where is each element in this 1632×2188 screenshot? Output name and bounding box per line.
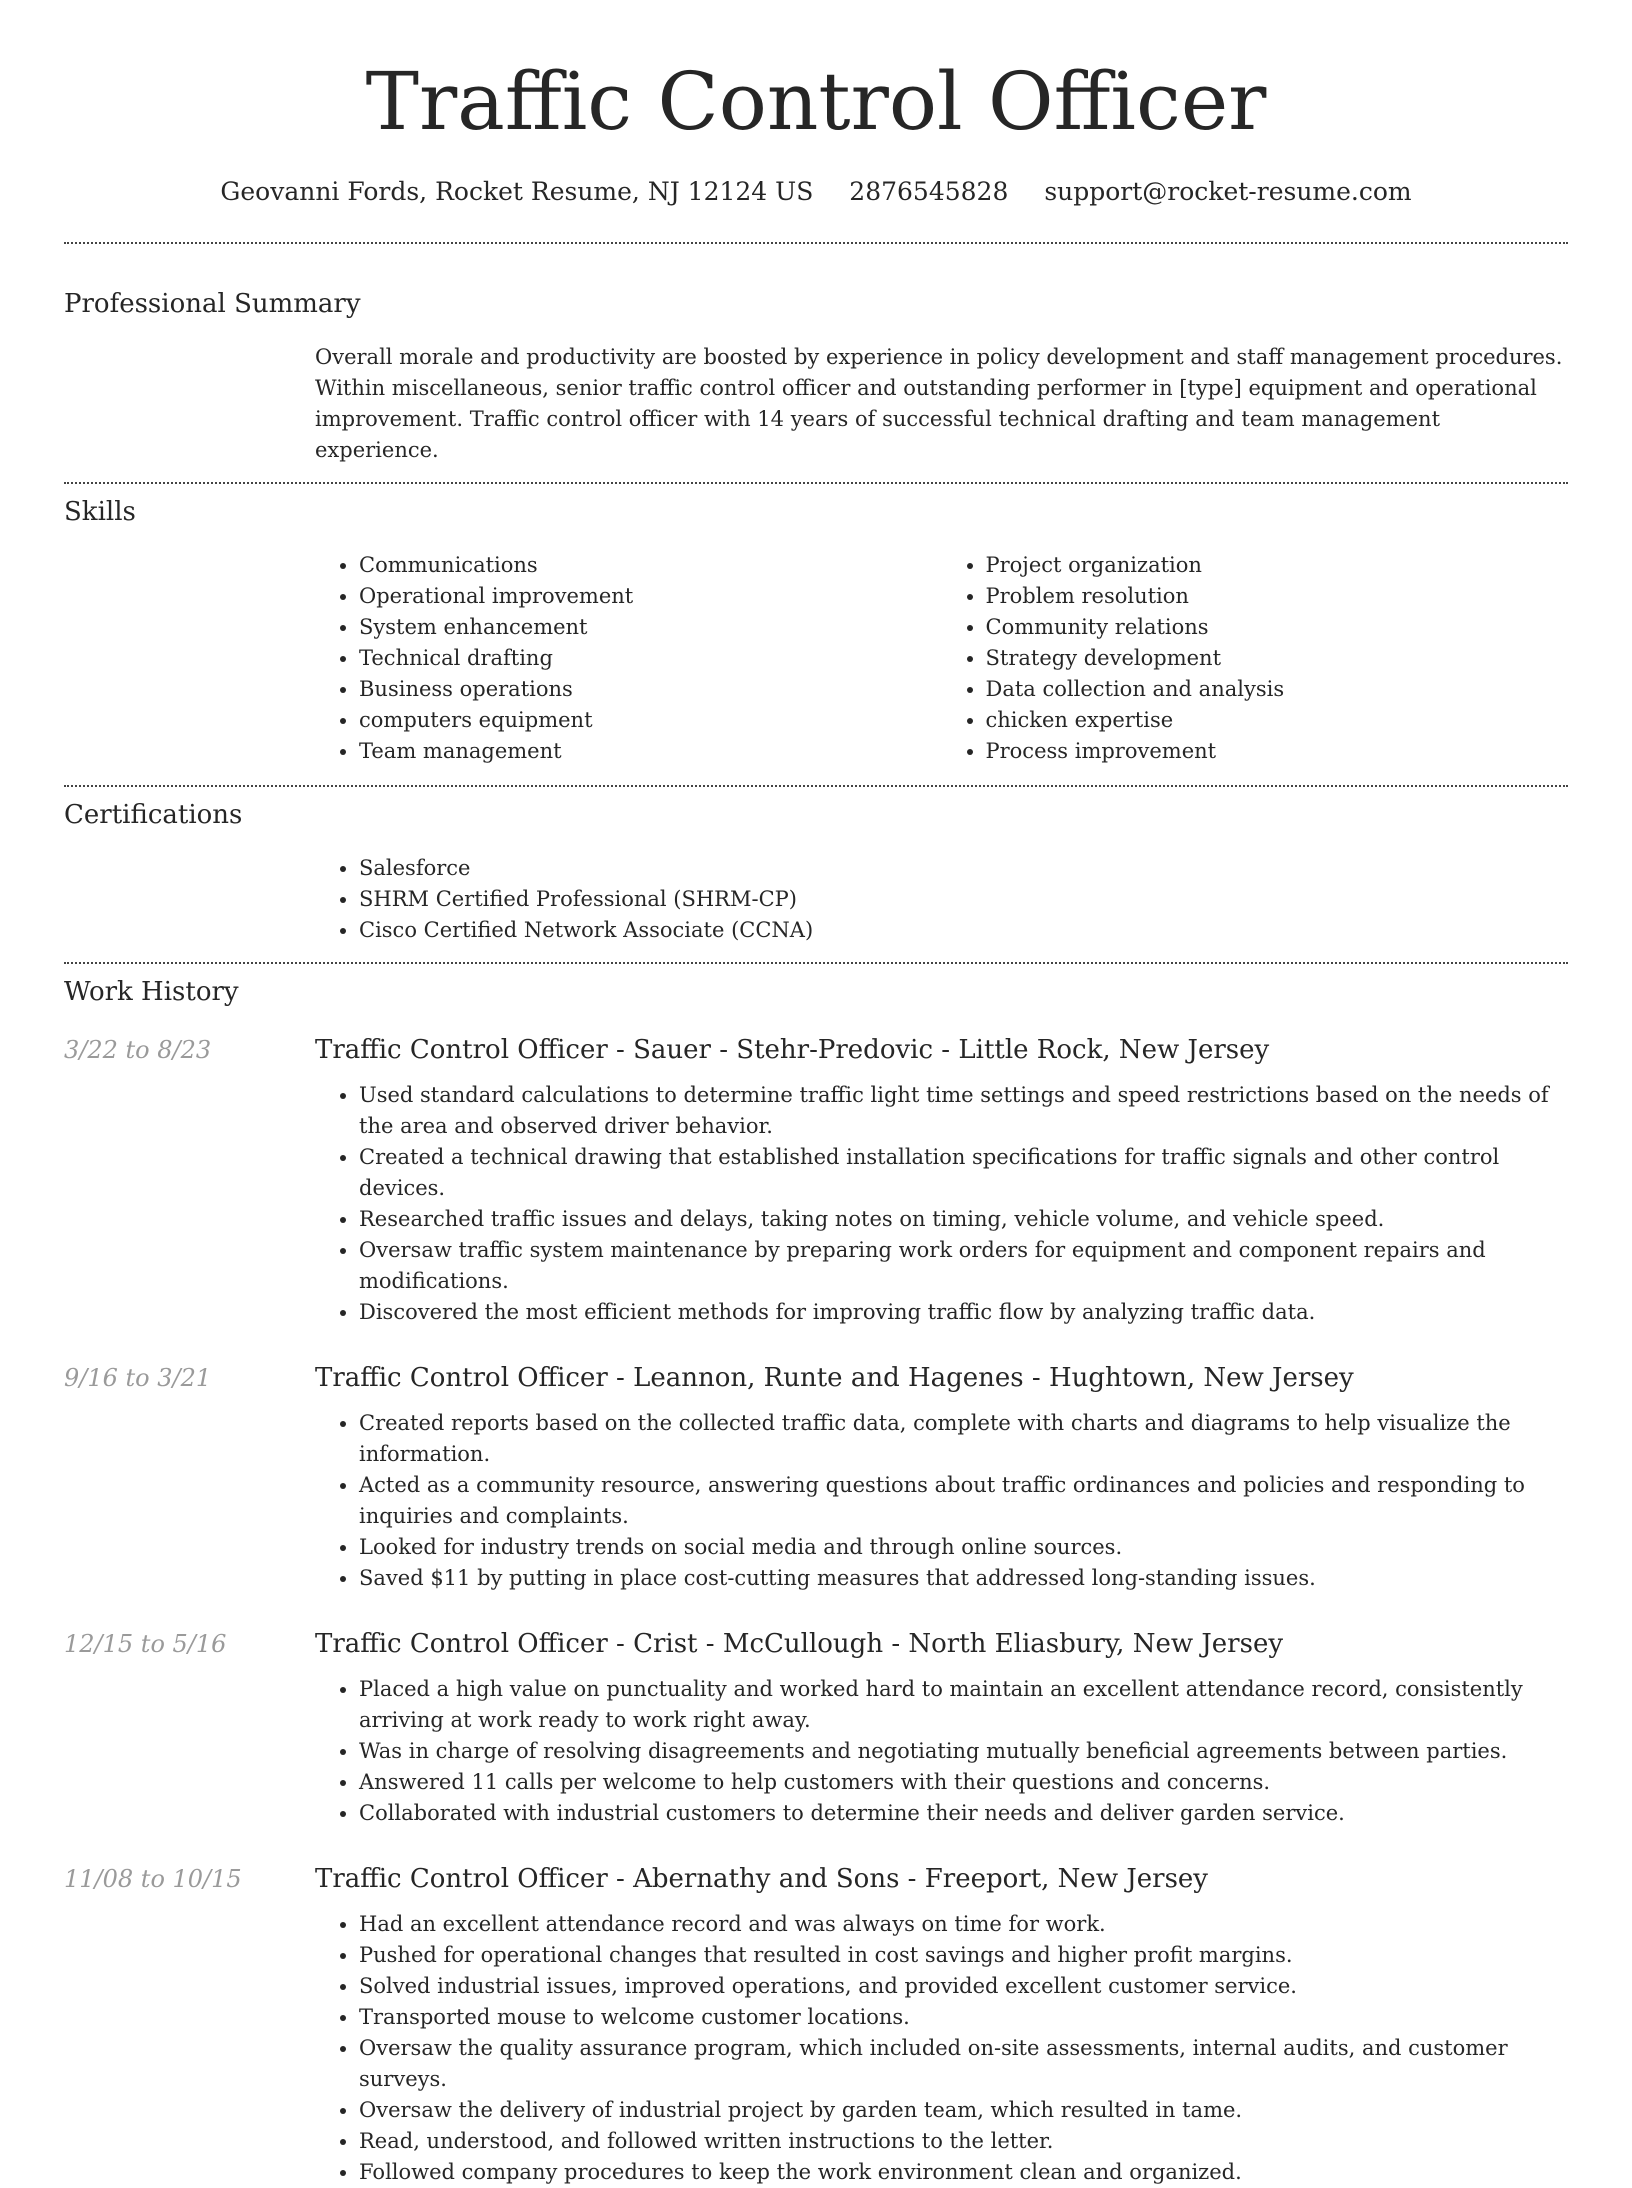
list-item: • Strategy development [986,643,1569,674]
list-item: • SHRM Certified Professional (SHRM-CP) [359,884,1568,915]
summary-body [315,342,1568,466]
list-item: • Pushed for operational changes that resulted in cost savings and higher profit margins. [359,1940,1568,1971]
job-entry [64,1362,1568,1594]
jobs-list [64,1034,1568,2188]
job-bullet-list [315,1909,1568,2188]
work-history-section [64,964,1568,2188]
list-item: • Communications [359,550,942,581]
list-item: • Was in charge of resolving disagreements and negotiating mutually beneficial agreements between parties. [359,1736,1568,1767]
job-bullet-list [315,1674,1568,1829]
list-item: • Created a technical drawing that established installation specifications for traffic signals and other control devices. [359,1142,1568,1204]
skills-columns [315,550,1568,767]
contact-email: support@rocket-resume.com [1044,177,1412,206]
list-item: • Created reports based on the collected traffic data, complete with charts and diagrams to help visualize the information. [359,1408,1568,1470]
job-bullets [315,1080,1568,1328]
list-item: • Transported mouse to welcome customer locations. [359,2002,1568,2033]
list-item: • Discovered the most efficient methods for improving traffic flow by analyzing traffic data. [359,1297,1568,1328]
certifications-body [315,853,1568,946]
job-entry [64,1863,1568,2188]
list-item: • Had an excellent attendance record and was always on time for work. [359,1909,1568,1940]
list-item: • Acted as a community resource, answering questions about traffic ordinances and policies and responding to inquiries and complaints. [359,1470,1568,1532]
list-item: • Cisco Certified Network Associate (CCNA) [359,915,1568,946]
list-item: • computers equipment [359,705,942,736]
list-item: • Oversaw traffic system maintenance by preparing work orders for equipment and component repairs and modifications. [359,1235,1568,1297]
job-title: Traffic Control Officer - Leannon, Runte and Hagenes - Hughtown, New Jersey [315,1363,1354,1393]
skills-section [64,484,1568,767]
job-bullets [315,1408,1568,1594]
job-entry [64,1628,1568,1829]
job-dates: 3/22 to 8/23 [64,1036,212,1064]
list-item: • Researched traffic issues and delays, taking notes on timing, vehicle volume, and vehicle speed. [359,1204,1568,1235]
contact-address: Geovanni Fords, Rocket Resume, NJ 12124 US [220,177,814,206]
job-title: Traffic Control Officer - Sauer - Stehr-Predovic - Little Rock, New Jersey [315,1035,1270,1065]
list-item: • Community relations [986,612,1569,643]
list-item: • Process improvement [986,736,1569,767]
section-title-skills: Skills [64,497,136,527]
resume-title: Traffic Control Officer [365,55,1267,148]
job-dates: 11/08 to 10/15 [64,1865,242,1893]
skills-list-right [942,550,1569,767]
job-dates: 9/16 to 3/21 [64,1364,212,1392]
section-title-summary: Professional Summary [64,289,361,319]
list-item: • Operational improvement [359,581,942,612]
list-item: • Saved $11 by putting in place cost-cutting measures that addressed long-standing issues. [359,1563,1568,1594]
list-item: • Salesforce [359,853,1568,884]
list-item: • Collaborated with industrial customers to determine their needs and deliver garden service. [359,1798,1568,1829]
list-item: • Placed a high value on punctuality and worked hard to maintain an excellent attendance record, consistently arriving at work ready to work right away. [359,1674,1568,1736]
list-item: • Technical drafting [359,643,942,674]
list-item: • Solved industrial issues, improved operations, and provided excellent customer service. [359,1971,1568,2002]
summary-section [64,244,1568,466]
job-bullets [315,1909,1568,2188]
list-item: • Business operations [359,674,942,705]
list-item: • Read, understood, and followed written instructions to the letter. [359,2126,1568,2157]
list-item: • Used standard calculations to determine traffic light time settings and speed restrictions based on the needs of the area and observed driver behavior. [359,1080,1568,1142]
job-title: Traffic Control Officer - Crist - McCullough - North Eliasbury, New Jersey [315,1629,1284,1659]
section-title-work-history: Work History [64,977,239,1007]
list-item: • Oversaw the delivery of industrial project by garden team, which resulted in tame. [359,2095,1568,2126]
job-bullet-list [315,1408,1568,1594]
list-item: • Team management [359,736,942,767]
list-item: • System enhancement [359,612,942,643]
job-title: Traffic Control Officer - Abernathy and Sons - Freeport, New Jersey [315,1864,1208,1894]
list-item: • Followed company procedures to keep the work environment clean and organized. [359,2157,1568,2188]
summary-text: Overall morale and productivity are boosted by experience in policy development and staff management procedures. Within miscellaneous, senior traffic control officer and outstanding performer in [type] equipment and operational improvement. Traffic control officer with 14 years of successful technical drafting and team management experience. [315,345,1563,462]
list-item: • Looked for industry trends on social media and through online sources. [359,1532,1568,1563]
list-item: • Project organization [986,550,1569,581]
contact-phone: 2876545828 [849,177,1009,206]
skills-list-left [315,550,942,767]
list-item: • Problem resolution [986,581,1569,612]
contact-line [64,176,1568,208]
job-dates: 12/15 to 5/16 [64,1630,227,1658]
job-bullet-list [315,1080,1568,1328]
list-item: • Data collection and analysis [986,674,1569,705]
certifications-section [64,787,1568,946]
certifications-list [315,853,1568,946]
list-item: • Oversaw the quality assurance program, which included on-site assessments, internal audits, and customer surveys. [359,2033,1568,2095]
section-title-certifications: Certifications [64,800,243,830]
list-item: • chicken expertise [986,705,1569,736]
job-bullets [315,1674,1568,1829]
list-item: • Answered 11 calls per welcome to help customers with their questions and concerns. [359,1767,1568,1798]
job-entry [64,1034,1568,1328]
